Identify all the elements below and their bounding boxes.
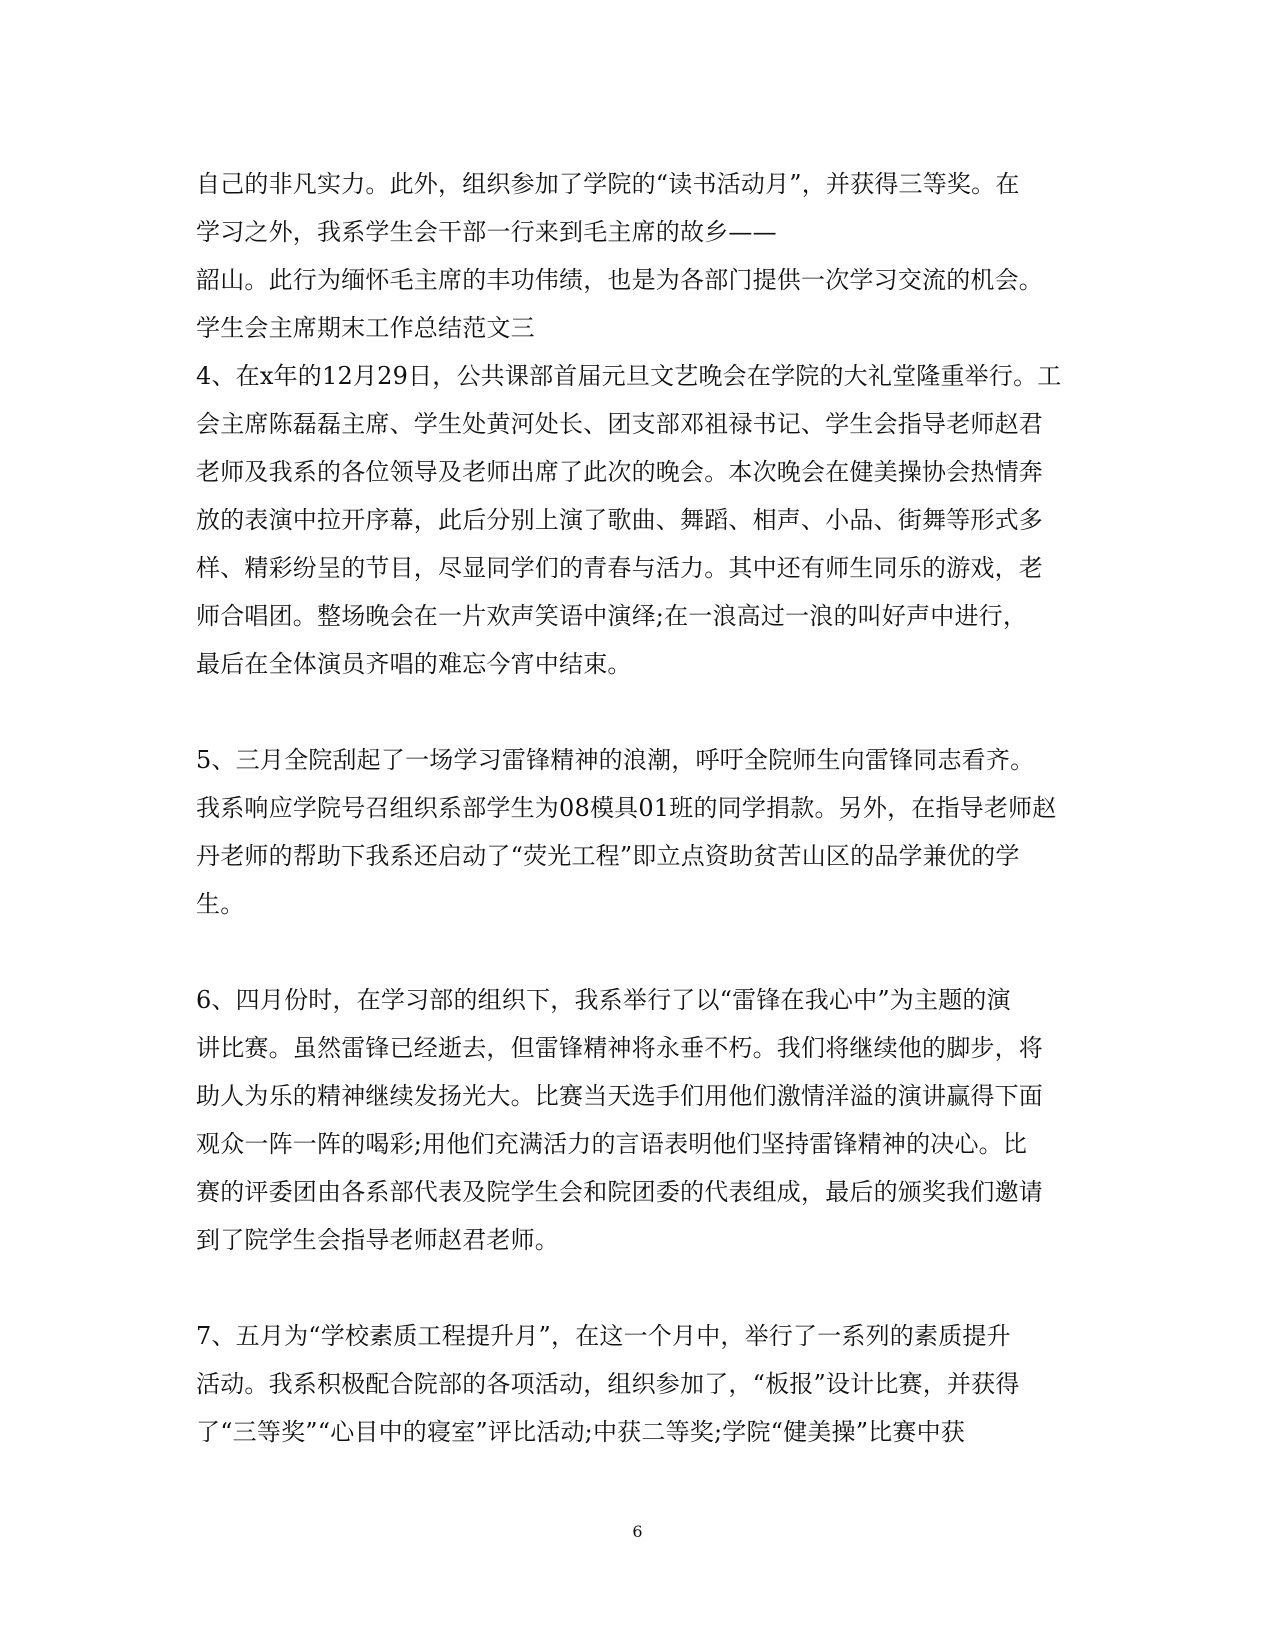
text-line: 学习之外，我系学生会干部一行来到毛主席的故乡—— bbox=[196, 218, 777, 246]
text-line: 讲比赛。虽然雷锋已经逝去，但雷锋精神将永垂不朽。我们将继续他的脚步，将 bbox=[196, 1034, 1043, 1062]
text-line: 助人为乐的精神继续发扬光大。比赛当天选手们用他们激情洋溢的演讲赢得下面 bbox=[196, 1082, 1043, 1110]
text-line: 样、精彩纷呈的节目，尽显同学们的青春与活力。其中还有师生同乐的游戏，老 bbox=[196, 554, 1043, 582]
text-line: 会主席陈磊磊主席、学生处黄河处长、团支部邓祖禄书记、学生会指导老师赵君 bbox=[196, 410, 1043, 438]
text-line: 我系响应学院号召组织系部学生为08模具01班的同学捐款。另外，在指导老师赵 bbox=[196, 794, 1057, 822]
text-line: 了“三等奖”“心目中的寝室”评比活动;中获二等奖;学院“健美操”比赛中获 bbox=[196, 1418, 965, 1446]
text-line: 自己的非凡实力。此外，组织参加了学院的“读书活动月”，并获得三等奖。在 bbox=[196, 170, 1020, 198]
text-line: 生。 bbox=[196, 890, 245, 918]
text-line: 5、三月全院刮起了一场学习雷锋精神的浪潮，呼吁全院师生向雷锋同志看齐。 bbox=[196, 746, 1035, 774]
text-line: 到了院学生会指导老师赵君老师。 bbox=[196, 1226, 559, 1254]
section-heading: 学生会主席期末工作总结范文三 bbox=[196, 314, 535, 342]
text-line: 韶山。此行为缅怀毛主席的丰功伟绩，也是为各部门提供一次学习交流的机会。 bbox=[196, 266, 1043, 294]
text-line: 赛的评委团由各系部代表及院学生会和院团委的代表组成，最后的颁奖我们邀请 bbox=[196, 1178, 1043, 1206]
text-line: 观众一阵一阵的喝彩;用他们充满活力的言语表明他们坚持雷锋精神的决心。比 bbox=[196, 1130, 1028, 1158]
text-line: 最后在全体演员齐唱的难忘今宵中结束。 bbox=[196, 650, 632, 678]
text-line: 活动。我系积极配合院部的各项活动，组织参加了，“板报”设计比赛，并获得 bbox=[196, 1370, 1020, 1398]
text-line: 7、五月为“学校素质工程提升月”，在这一个月中，举行了一系列的素质提升 bbox=[196, 1322, 1011, 1350]
text-line: 师合唱团。整场晚会在一片欢声笑语中演绎;在一浪高过一浪的叫好声中进行， bbox=[196, 602, 1028, 630]
body-text bbox=[196, 160, 1076, 1456]
text-line: 放的表演中拉开序幕，此后分别上演了歌曲、舞蹈、相声、小品、街舞等形式多 bbox=[196, 506, 1043, 534]
text-line: 丹老师的帮助下我系还启动了“荧光工程”即立点资助贫苦山区的品学兼优的学 bbox=[196, 842, 1020, 870]
paragraph-gap bbox=[196, 688, 1076, 736]
text-line: 老师及我系的各位领导及老师出席了此次的晚会。本次晚会在健美操协会热情奔 bbox=[196, 458, 1043, 486]
text-line: 6、四月份时，在学习部的组织下，我系举行了以“雷锋在我心中”为主题的演 bbox=[196, 986, 1011, 1014]
paragraph-gap bbox=[196, 928, 1076, 976]
page-number: 6 bbox=[632, 1522, 643, 1541]
paragraph-gap bbox=[196, 1264, 1076, 1312]
text-line: 4、在x年的12月29日，公共课部首届元旦文艺晚会在学院的大礼堂隆重举行。工 bbox=[196, 362, 1062, 390]
